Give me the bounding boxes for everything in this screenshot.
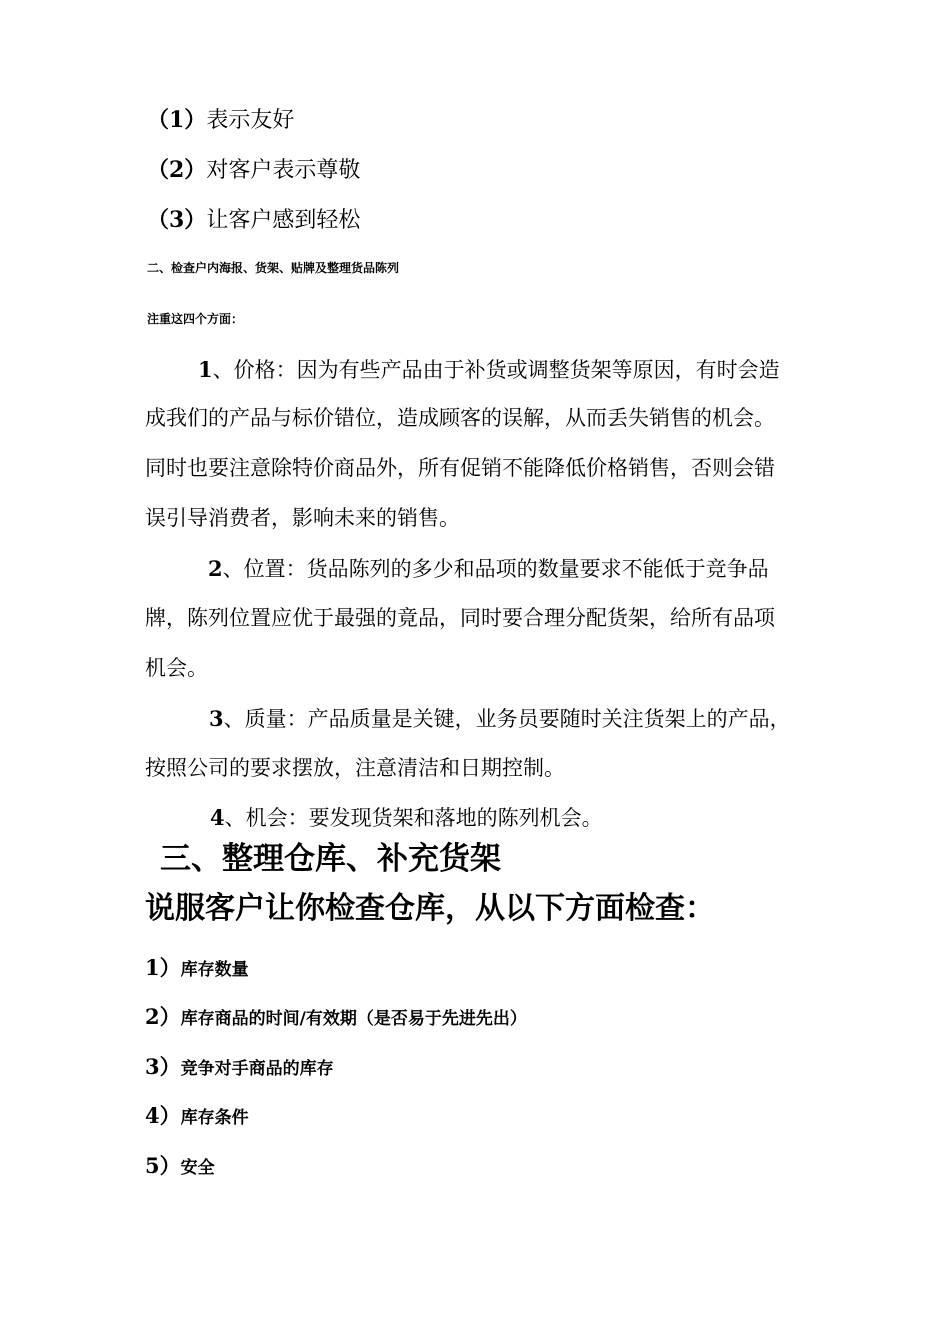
section-2-subheading: 注重这四个方面： bbox=[147, 312, 244, 326]
check-list-item bbox=[145, 1056, 334, 1078]
point-2-line: 机会。 bbox=[145, 656, 208, 680]
point-1-line: 成我们的产品与标价错位，造成顾客的误解，从而丢失销售的机会。 bbox=[145, 406, 775, 430]
check-item-index: 4） bbox=[145, 1103, 181, 1128]
point-text: 、位置：货品陈列的多少和品项的数量要求不能低于竞争品 bbox=[222, 557, 769, 581]
check-list-item bbox=[145, 1006, 527, 1028]
point-2-line: 牌，陈列位置应优于最强的竟品，同时要合理分配货架，给所有品项 bbox=[145, 606, 775, 630]
check-list-item bbox=[145, 957, 249, 979]
intro-item bbox=[147, 209, 360, 232]
point-number: 4 bbox=[210, 805, 225, 830]
intro-item-text: 表示友好 bbox=[206, 108, 295, 133]
check-item-text: 库存条件 bbox=[180, 1108, 249, 1128]
point-1-line bbox=[198, 359, 780, 381]
point-text: 、质量：产品质量是关键，业务员要随时关注货架上的产品， bbox=[223, 707, 791, 731]
section-3-heading: 三、整理仓库、补充货架 bbox=[160, 841, 501, 877]
check-item-text: 安全 bbox=[180, 1158, 215, 1178]
check-list-item bbox=[145, 1155, 215, 1177]
check-item-text: 库存商品的时间/有效期（是否易于先进先出） bbox=[180, 1009, 527, 1029]
intro-item-number: （3） bbox=[147, 207, 207, 233]
intro-item bbox=[147, 109, 294, 132]
point-2-line bbox=[208, 558, 769, 580]
intro-item bbox=[147, 159, 360, 182]
point-text: 、价格：因为有些产品由于补货或调整货架等原因，有时会造 bbox=[212, 358, 780, 382]
section-2-heading: 二、检查户内海报、货架、贴牌及整理货品陈列 bbox=[147, 261, 400, 275]
point-4-line bbox=[210, 807, 603, 829]
point-number: 2 bbox=[208, 556, 223, 581]
check-item-text: 竞争对手商品的库存 bbox=[180, 1059, 334, 1079]
check-item-index: 2） bbox=[145, 1004, 181, 1029]
point-text: 、机会：要发现货架和落地的陈列机会。 bbox=[224, 806, 603, 830]
check-list-item bbox=[145, 1105, 249, 1127]
check-item-text: 库存数量 bbox=[180, 960, 249, 980]
check-item-index: 5） bbox=[145, 1153, 181, 1178]
intro-item-text: 让客户感到轻松 bbox=[206, 208, 361, 233]
intro-item-number: （1） bbox=[147, 107, 207, 133]
intro-item-text: 对客户表示尊敬 bbox=[206, 158, 361, 183]
point-number: 3 bbox=[209, 706, 224, 731]
check-item-index: 1） bbox=[145, 955, 181, 980]
check-item-index: 3） bbox=[145, 1054, 181, 1079]
section-3-subheading: 说服客户让你检查仓库，从以下方面检查： bbox=[145, 891, 715, 926]
intro-item-number: （2） bbox=[147, 157, 207, 183]
point-1-line: 同时也要注意除特价商品外，所有促销不能降低价格销售，否则会错 bbox=[145, 456, 775, 480]
point-3-line bbox=[209, 708, 791, 730]
point-3-line: 按照公司的要求摆放，注意清洁和日期控制。 bbox=[145, 756, 565, 780]
point-1-line: 误引导消费者，影响未来的销售。 bbox=[145, 506, 460, 530]
point-number: 1 bbox=[198, 357, 213, 382]
